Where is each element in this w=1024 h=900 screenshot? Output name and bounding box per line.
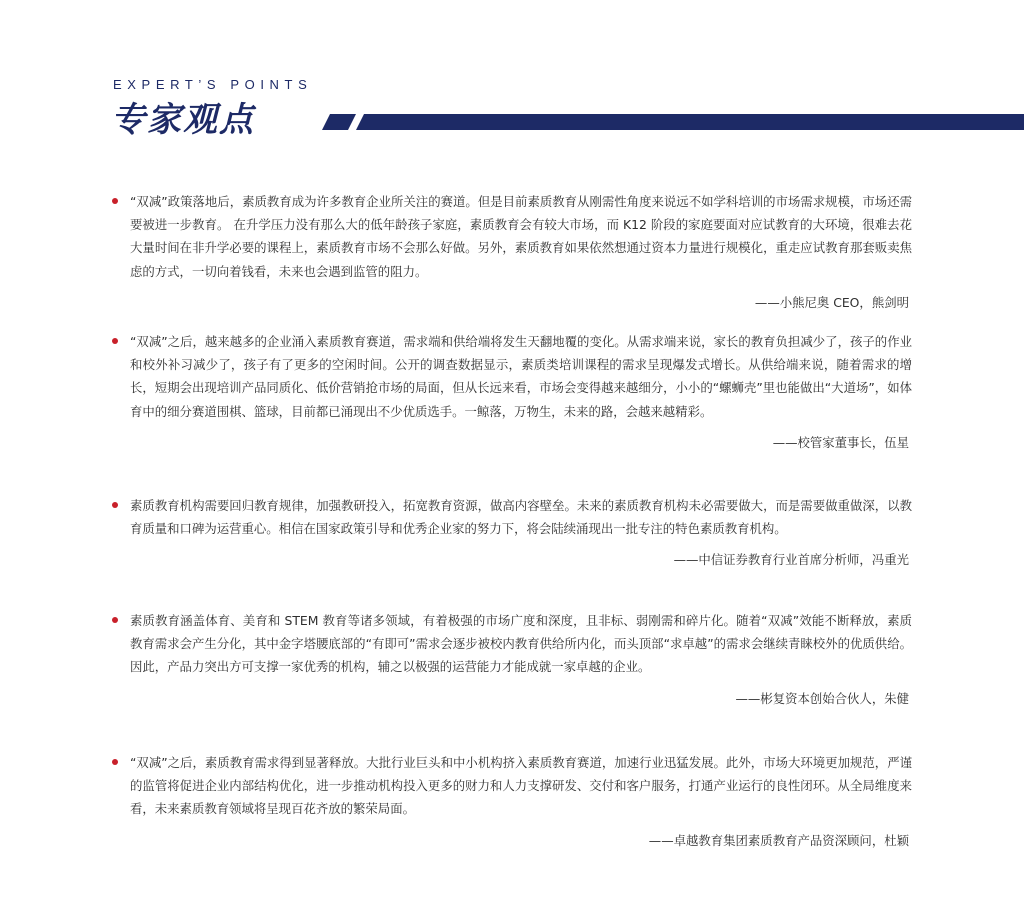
bullet-dot (112, 759, 118, 765)
point-attribution: ——彬复资本创始合伙人，朱健 (735, 690, 909, 706)
decoration-stripe (322, 114, 356, 130)
point-text: “双减”之后，越来越多的企业涌入素质教育赛道，需求端和供给端将发生天翻地覆的变化。从需求端来说，家长的教育负担减少了，孩子的作业和校外补习减少了，孩子有了更多的空闲时间。公开的调查数据显示，素质类培训课程的需求呈现爆发式增长。从供给端来说，随着需求的增长，短期会出现培训产品同质化、低价营销抢市场的局面，但从长远来看，市场会变得越来越细分，小小的“螺蛳壳”里也能做出“大道场”，如体育中的细分赛道围棋、篮球，目前都已涌现出不少优质选手。一鲸落，万物生，未来的路，会越来越精彩。 (130, 334, 912, 419)
point-attribution: ——中信证券教育行业首席分析师，冯重光 (673, 552, 909, 568)
point-text: “双减”政策落地后，素质教育成为许多教育企业所关注的赛道。但是目前素质教育从刚需性角度来说远不如学科培训的市场需求规模，市场还需要被进一步教育。 在升学压力没有那么大的低年龄孩子家庭，素质教育会有较大市场，而 K12 阶段的家庭要面对应试教育的大环境，很难去花大量时间在非升学必要的课程上，素质教育市场不会那么好做。另外，素质教育如果依然想通过资本力量进行规模化，重走应试教育那套贩卖焦虑的方式，一切向着钱看，未来也会遇到监管的阻力。 (130, 194, 912, 279)
bullet-dot (112, 338, 118, 344)
section-eyebrow: EXPERT’S POINTS (113, 77, 313, 92)
point-text: “双减”之后，素质教育需求得到显著释放。大批行业巨头和中小机构挤入素质教育赛道，加速行业迅猛发展。此外，市场大环境更加规范，严谨的监管将促进企业内部结构优化，进一步推动机构投入更多的财力和人力支撑研发、交付和客户服务，打通产业运行的良性闭环。从全局维度来看，未来素质教育领域将呈现百花齐放的繁荣局面。 (130, 755, 912, 817)
point-text: 素质教育机构需要回归教育规律，加强教研投入，拓宽教育资源，做高内容壁垒。未来的素质教育机构未必需要做大，而是需要做重做深，以教育质量和口碑为运营重心。相信在国家政策引导和优秀企业家的努力下，将会陆续涌现出一批专注的特色素质教育机构。 (130, 498, 912, 537)
point-attribution: ——小熊尼奥 CEO，熊剑明 (754, 294, 909, 310)
bullet-dot (112, 502, 118, 508)
expert-point (112, 190, 912, 311)
point-attribution: ——卓越教育集团素质教育产品资深顾问，杜颖 (648, 832, 909, 848)
header-decoration-bar (322, 114, 1024, 130)
point-text: 素质教育涵盖体育、美育和 STEM 教育等诸多领域，有着极强的市场广度和深度，且非标、弱刚需和碎片化。随着“双减”效能不断释放，素质教育需求会产生分化，其中金字塔腰底部的“有即可”需求会逐步被校内教育供给所内化，而头顶部“求卓越”的需求会继续青睐校外的优质供给。因此，产品力突出方可支撑一家优秀的机构，辅之以极强的运营能力才能成就一家卓越的企业。 (130, 613, 912, 675)
expert-point (112, 494, 912, 568)
point-attribution: ——校管家董事长，伍星 (772, 434, 909, 450)
page-title: 专家观点 (111, 100, 255, 140)
bullet-dot (112, 198, 118, 204)
decoration-bar (356, 114, 1024, 130)
expert-point (112, 330, 912, 451)
expert-point (112, 751, 912, 849)
expert-point (112, 609, 912, 707)
bullet-dot (112, 617, 118, 623)
